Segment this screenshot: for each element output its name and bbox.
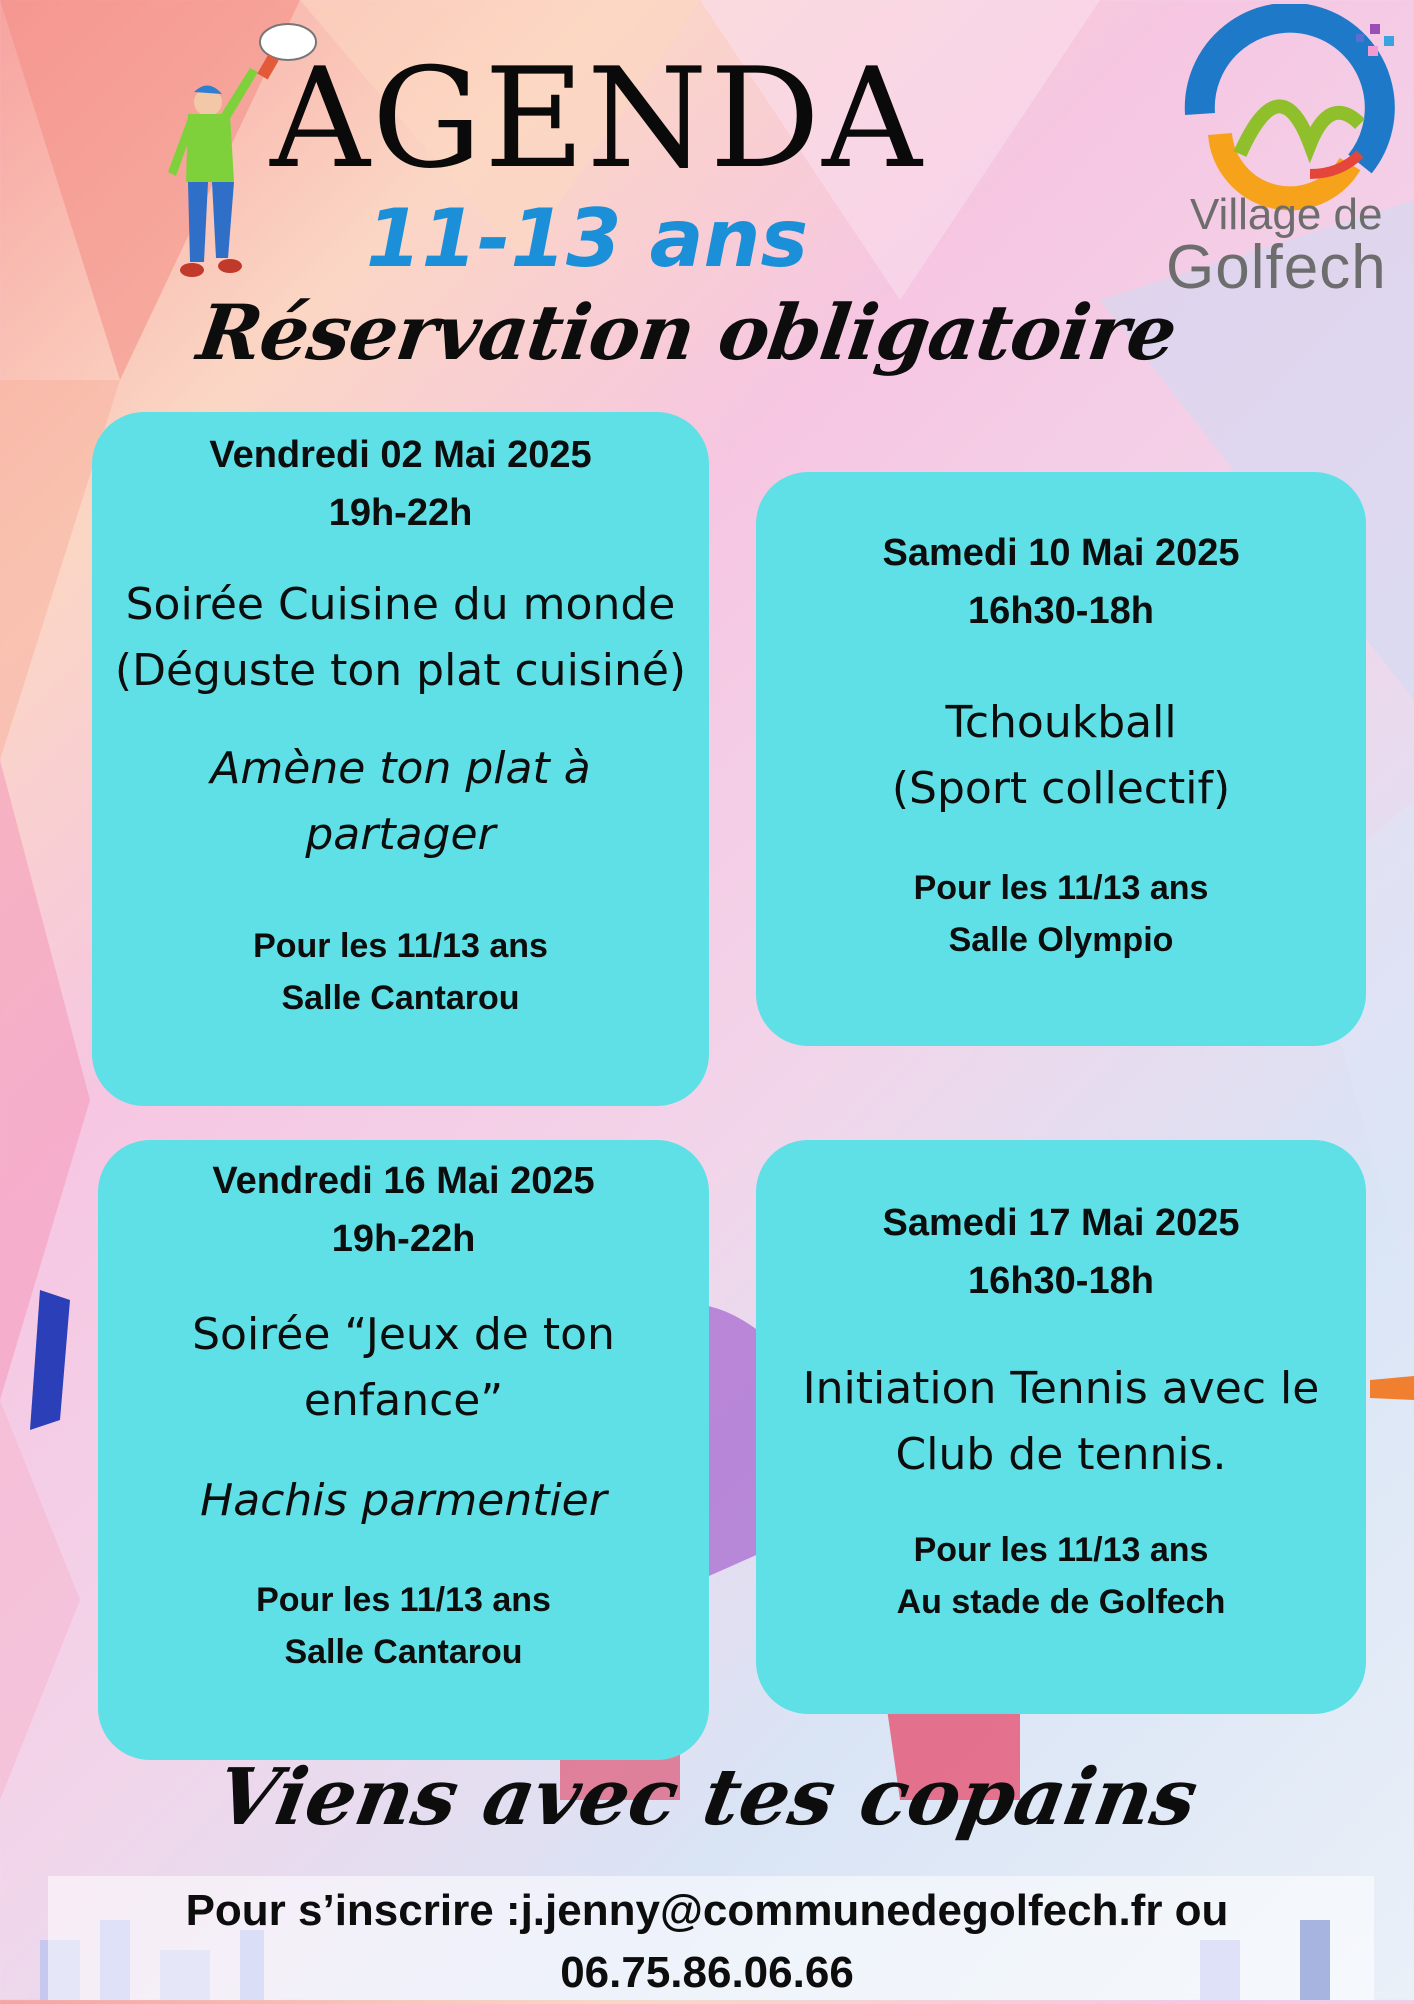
event-date: Samedi 10 Mai 2025 (882, 532, 1240, 574)
contact-info (0, 1880, 1414, 2004)
event-activity-detail: enfance” (303, 1375, 504, 1426)
reservation-subtitle: Réservation obligatoire (192, 288, 1182, 377)
event-location: Salle Cantarou (281, 979, 520, 1017)
event-note: Hachis parmentier (200, 1475, 607, 1526)
event-card (98, 1140, 709, 1760)
event-activity: Soirée “Jeux de ton (192, 1309, 615, 1360)
event-date: Vendredi 02 Mai 2025 (209, 434, 592, 476)
event-card (92, 412, 709, 1106)
event-location: Salle Olympio (948, 921, 1174, 959)
event-activity: Tchoukball (945, 697, 1177, 748)
slogan: Viens avec tes copains (210, 1752, 1204, 1843)
event-activity-detail: (Déguste ton plat cuisiné) (114, 645, 687, 696)
event-audience: Pour les 11/13 ans (913, 1531, 1209, 1569)
event-time: 16h30-18h (968, 1260, 1154, 1302)
event-note-cont: partager (305, 809, 496, 860)
event-time: 19h-22h (331, 1218, 476, 1260)
event-note: Amène ton plat à (210, 743, 591, 794)
event-date: Vendredi 16 Mai 2025 (212, 1160, 595, 1202)
contact-phone[interactable]: 06.75.86.06.66 (560, 1948, 854, 1997)
page-title: AGENDA (270, 38, 924, 199)
event-card (756, 1140, 1366, 1714)
event-location: Salle Cantarou (284, 1633, 523, 1671)
contact-email-line[interactable]: Pour s’inscrire :j.jenny@communedegolfech.fr ou (185, 1886, 1229, 1935)
event-date: Samedi 17 Mai 2025 (882, 1202, 1240, 1244)
logo-village-label: Village de (1190, 190, 1383, 239)
event-time: 19h-22h (328, 492, 473, 534)
logo-golfech-label: Golfech (1166, 233, 1387, 302)
event-activity: Initiation Tennis avec le (802, 1363, 1320, 1414)
event-activity: Soirée Cuisine du monde (125, 579, 676, 630)
event-audience: Pour les 11/13 ans (256, 1581, 551, 1619)
event-location: Au stade de Golfech (896, 1583, 1226, 1621)
event-card (756, 472, 1366, 1046)
event-time: 16h30-18h (968, 590, 1154, 632)
event-activity-detail: Club de tennis. (895, 1429, 1227, 1480)
event-audience: Pour les 11/13 ans (913, 869, 1209, 907)
age-range-heading: 11-13 ans (365, 192, 809, 285)
event-activity-detail: (Sport collectif) (891, 763, 1231, 814)
event-audience: Pour les 11/13 ans (253, 927, 548, 965)
